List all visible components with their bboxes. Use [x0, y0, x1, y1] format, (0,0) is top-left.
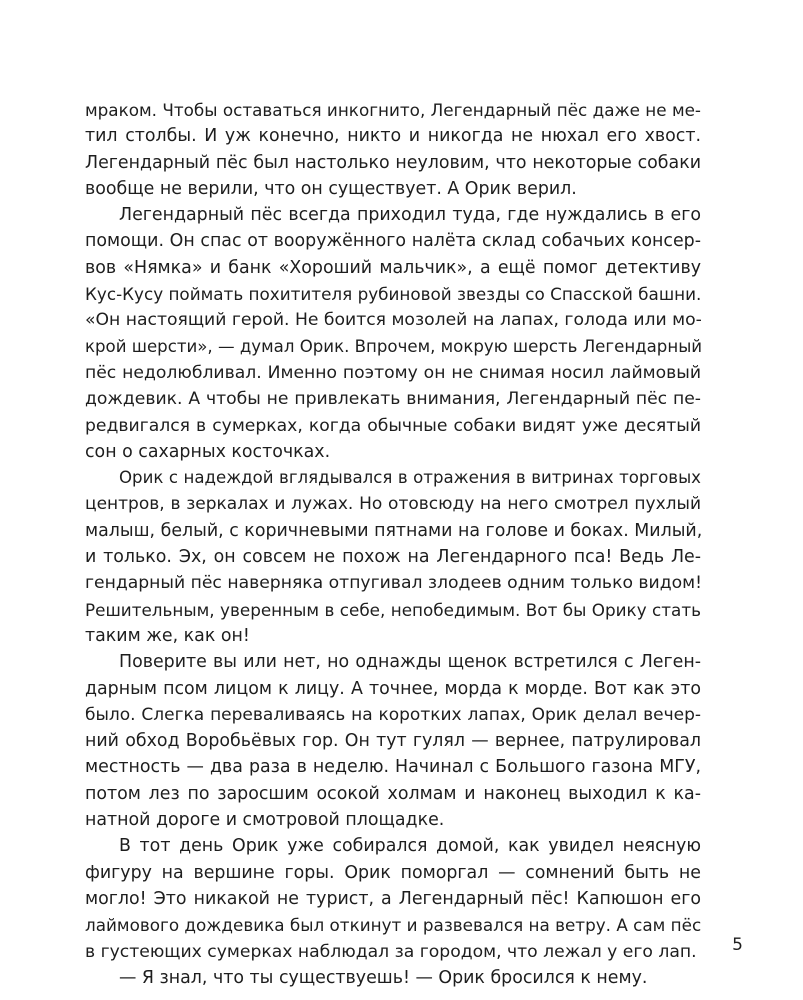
text-line: Легендарный пёс всегда приходил туда, где нуждались в его: [119, 205, 701, 226]
text-line: натной дороге и смотровой площадке.: [85, 810, 445, 831]
text-line: фигуру на вершине горы. Орик поморгал — сомнений быть не: [85, 862, 701, 883]
text-line: и только. Эх, он совсем не похож на Легендарного пса! Ведь Ле-: [85, 547, 701, 568]
text-line: вообще не верили, что он существует. А Орик верил.: [85, 178, 577, 199]
page-number: 5: [732, 935, 743, 955]
text-line: в густеющих сумерках наблюдал за городом, что лежал у его лап.: [85, 941, 697, 962]
text-line: мраком. Чтобы оставаться инкогнито, Легендарный пёс даже не ме-: [85, 100, 701, 120]
text-line: крой шерсти», — думал Орик. Впрочем, мокрую шерсть Легендарный: [85, 336, 703, 356]
text-line: ний обход Воробьёвых гор. Он тут гулял — вернее, патрулировал: [85, 731, 701, 752]
text-line: лаймового дождевика был откинут и развевался на ветру. А сам пёс: [85, 915, 702, 936]
text-line: тил столбы. И уж конечно, никто и никогда не нюхал его хвост.: [85, 126, 701, 147]
text-line: гендарный пёс наверняка отпугивал злодеев одним только видом!: [85, 573, 702, 594]
text-line: дождевик. А чтобы не привлекать внимания, Легендарный пёс пе-: [85, 389, 701, 410]
text-line: пёс недолюбливал. Именно поэтому он не снимая носил лаймовый: [85, 362, 701, 383]
text-line: местность — два раза в неделю. Начинал с Большого газона МГУ,: [85, 757, 701, 778]
text-line: — Я знал, что ты существуешь! — Орик бросился к нему.: [119, 967, 648, 988]
text-line: сон о сахарных косточках.: [85, 441, 331, 462]
text-line: Кус-Кусу поймать похитителя рубиновой звезды со Спасской башни.: [85, 284, 702, 305]
text-line: редвигался в сумерках, когда обычные собаки видят уже десятый: [85, 415, 701, 436]
text-line: Решительным, уверенным в себе, непобедимым. Вот бы Орику стать: [85, 599, 701, 620]
text-line: Поверите вы или нет, но однажды щенок встретился с Леген-: [119, 652, 701, 673]
body-text: [85, 97, 701, 991]
text-line: центров, в зеркалах и лужах. Но отовсюду на него смотрел пухлый: [85, 494, 701, 515]
text-line: «Он настоящий герой. Не боится мозолей на лапах, голода или мо-: [85, 310, 702, 331]
text-line: таким же, как он!: [85, 625, 250, 646]
text-line: Орик с надеждой вглядывался в отражения в витринах торговых: [119, 468, 701, 488]
text-line: дарным псом лицом к лицу. А точнее, морда к морде. Вот как это: [85, 678, 701, 699]
text-line: малыш, белый, с коричневыми пятнами на голове и боках. Милый,: [85, 520, 703, 541]
text-line: помощи. Он спас от вооружённого налёта склад собачьих консер-: [85, 231, 701, 252]
text-line: Легендарный пёс был настолько неуловим, что некоторые собаки: [85, 152, 701, 173]
text-line: могло! Это никакой не турист, а Легендарный пёс! Капюшон его: [85, 888, 701, 909]
text-line: В тот день Орик уже собирался домой, как увидел неясную: [119, 836, 701, 857]
text-line: было. Слегка переваливаясь на коротких лапах, Орик делал вечер-: [85, 704, 701, 725]
text-line: вов «Нямка» и банк «Хороший мальчик», а ещё помог детективу: [85, 257, 701, 278]
text-line: потом лез по заросшим осокой холмам и наконец выходил к ка-: [85, 783, 701, 804]
